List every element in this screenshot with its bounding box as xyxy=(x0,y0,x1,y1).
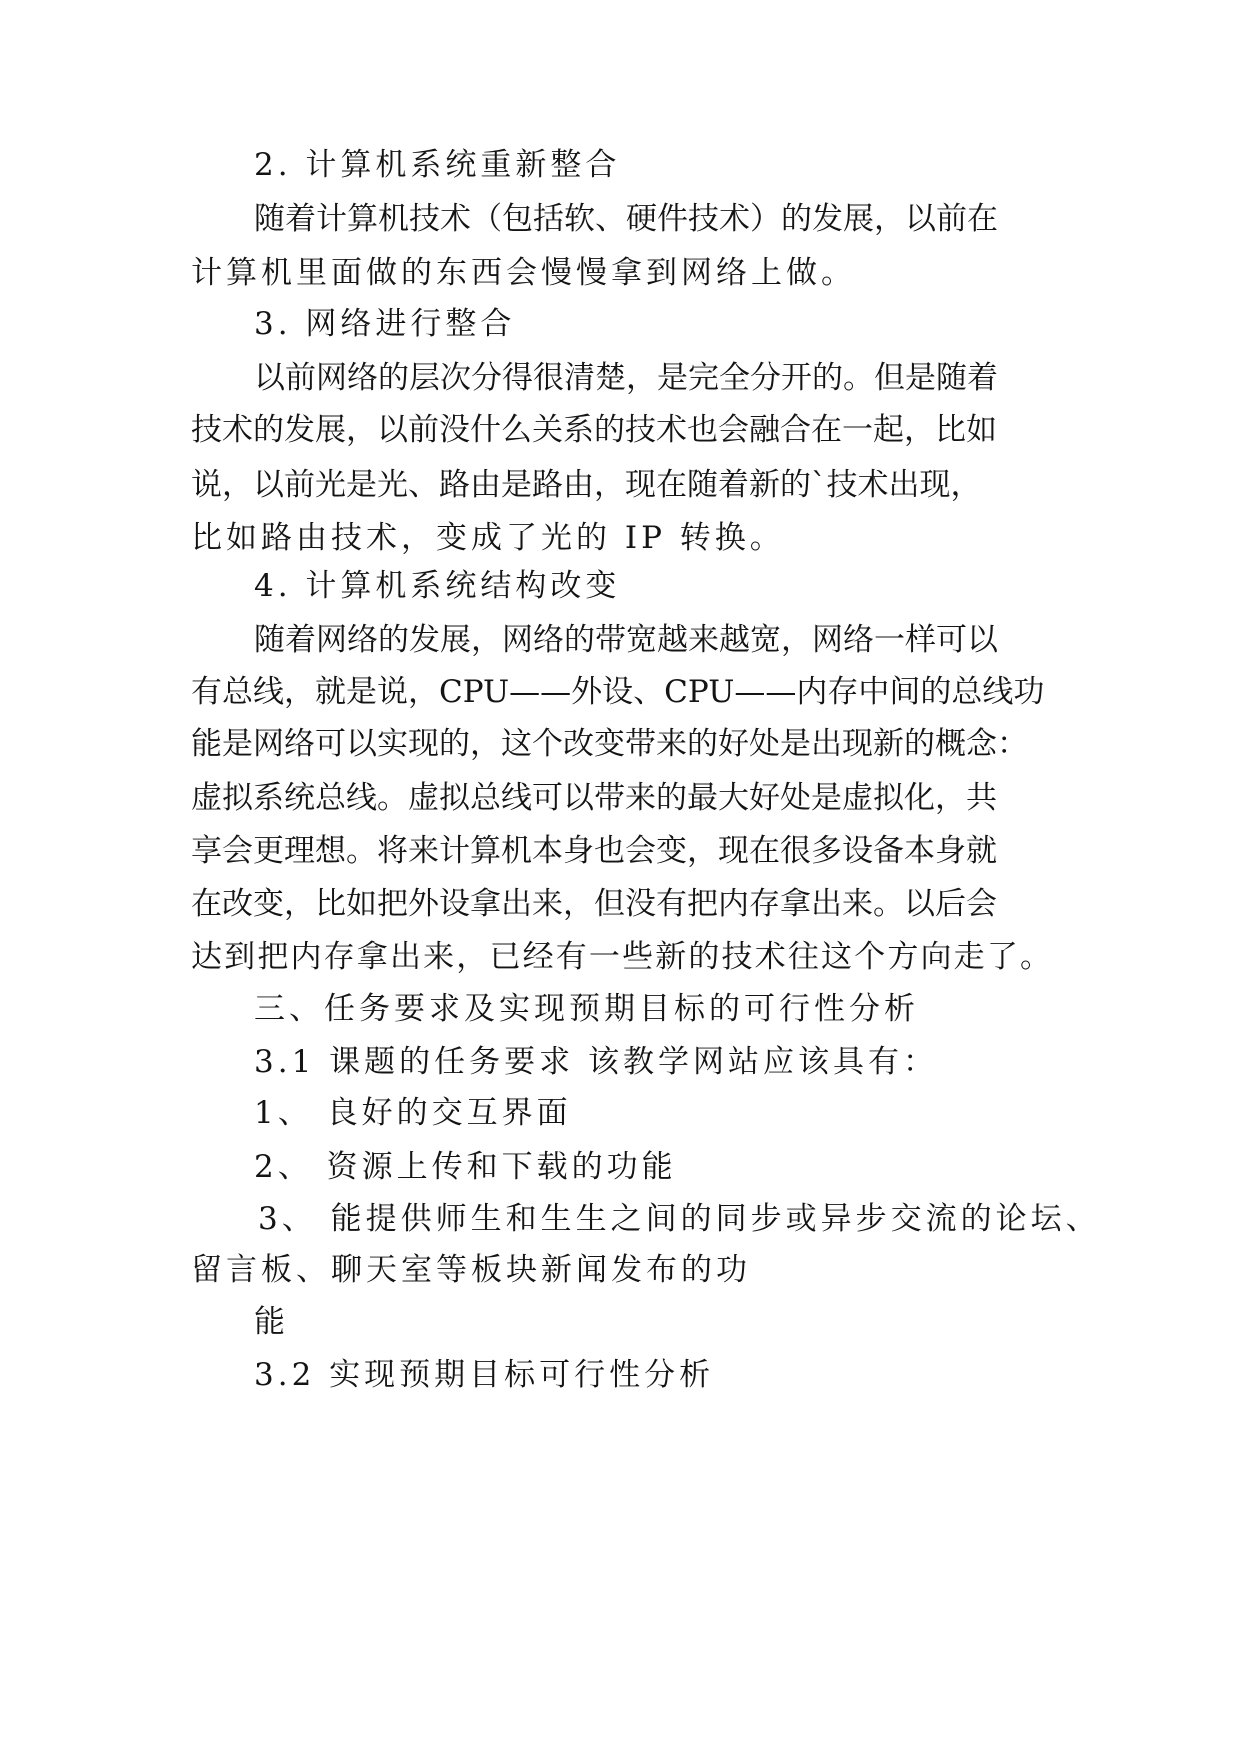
paragraph-line: 计算机里面做的东西会慢慢拿到网络上做。 xyxy=(191,255,856,291)
list-item-3: 3、 能提供师生和生生之间的同步或异步交流的论坛、 xyxy=(258,1201,1101,1237)
paragraph-line: 能是网络可以实现的，这个改变带来的好处是出现新的概念： xyxy=(191,726,1028,762)
paragraph-line: 说，以前光是光、路由是路由，现在随着新的`技术出现， xyxy=(191,467,982,503)
subsection-heading-3-1: 3.1 课题的任务要求 该教学网站应该具有： xyxy=(254,1044,939,1080)
list-item-3-continued: 留言板、聊天室等板块新闻发布的功 xyxy=(191,1252,751,1288)
heading-architecture-change: 4. 计算机系统结构改变 xyxy=(254,568,621,604)
paragraph-line: 虚拟系统总线。虚拟总线可以带来的最大好处是虚拟化，共 xyxy=(191,780,997,816)
list-item-1: 1、 良好的交互界面 xyxy=(254,1095,572,1131)
paragraph-line: 比如路由技术，变成了光的 IP 转换。 xyxy=(191,520,785,556)
paragraph-line: 技术的发展，以前没什么关系的技术也会融合在一起，比如 xyxy=(191,412,997,448)
paragraph-line: 达到把内存拿出来，已经有一些新的技术往这个方向走了。 xyxy=(191,939,1051,975)
paragraph-line: 随着计算机技术（包括软、硬件技术）的发展，以前在 xyxy=(254,201,998,237)
paragraph-line: 随着网络的发展，网络的带宽越来越宽，网络一样可以 xyxy=(254,622,998,658)
paragraph-line: 享会更理想。将来计算机本身也会变，现在很多设备本身就 xyxy=(191,833,997,869)
paragraph-line: 以前网络的层次分得很清楚，是完全分开的。但是随着 xyxy=(254,360,998,396)
list-item-3-tail: 能 xyxy=(254,1304,289,1340)
heading-system-integration: 2. 计算机系统重新整合 xyxy=(254,147,621,183)
subsection-heading-3-2: 3.2 实现预期目标可行性分析 xyxy=(254,1357,715,1393)
paragraph-line: 有总线，就是说，CPU——外设、CPU——内存中间的总线功 xyxy=(191,674,1045,710)
heading-network-integration: 3. 网络进行整合 xyxy=(254,306,516,342)
paragraph-line: 在改变，比如把外设拿出来，但没有把内存拿出来。以后会 xyxy=(191,886,997,922)
section-heading-three: 三、任务要求及实现预期目标的可行性分析 xyxy=(254,991,919,1027)
list-item-2: 2、 资源上传和下载的功能 xyxy=(254,1149,677,1185)
